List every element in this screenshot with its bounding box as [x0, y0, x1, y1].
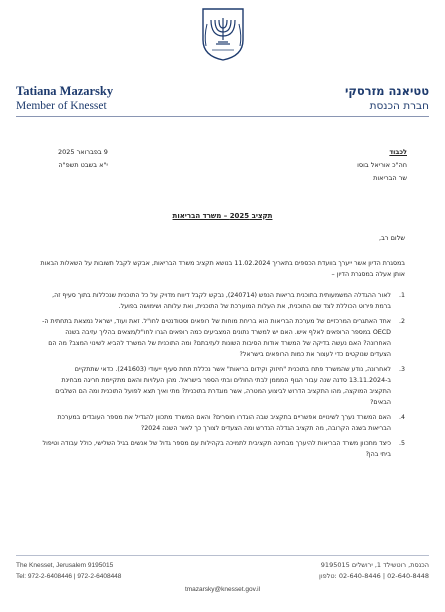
item-text: לאחרונה, נודע שהמשרד פתח בתוכנית "חיזוק וקידום בריאות" אשר נכללת תחת סעיף ייעודי (241603). כדאי שתתקיים ב-13.11.2024 סדנה שנה עבור הגוף המממן לבתי החולים ובתי הספר בישראל. מהן העלויות והאם מתקיימת חריגה מבחינת התקציב המוקצה, מהו התקציב הדרוש לביצוע המטרה, אשר מוגדרת בתוכנית? מתי ואיך תצא לפועל התוכנית ומה הם השלבים הבאים?: [55, 366, 391, 406]
item-text: האם המשרד נערך לשינויים אפשריים בתקציב שבה הוגדרו חוסרים? והאם המשרד מתכוון להגדיל את מספר העובדים במערכת הבריאות בשנה הקרובה, מה תקציב הגדלה הנדרש ומה הצעדים לצורך כך לאור השנה 2024?: [57, 414, 391, 432]
recipient-name: חה"כ אוריאל בוסו: [357, 161, 407, 169]
footer-hebrew: [319, 560, 429, 582]
item-number: 1.: [398, 292, 405, 299]
intro-paragraph: במסגרת הדיון אשר ייערך בוועדת הכספים בתאריך 11.02.2024 בנושא תקציב משרד הבריאות, אבקש לקבל תשובות על השאלות הבאות אותן אעלה במסגרת הדיון –: [40, 260, 405, 278]
sender-role-en: Member of Knesset: [16, 100, 107, 112]
sender-english-header: [16, 84, 176, 112]
footer-divider: [16, 555, 429, 556]
footer-address-he: הכנסת, רוטשילד 1, ירושלים 9195015: [320, 561, 429, 569]
recipient-block: [267, 146, 407, 185]
item-text: אחד האתגרים המרכזיים של מערכת הבריאות הוא בריחת מוחות של רופאים וסטודנטים לחו"ל. זאת ועוד, ישראל נמצאת בתחתית ה-OECD במספר הרופאים לאלף איש. האם יש למשרד נתונים המצביעים כמה רופאים הגרו לחו"ל/מצאים בהליך עזיבה בשנה האחרונה? האם נעשה בדיקה של המשרד אודות הסיבות השונות לעזיבתם? ומה התוכנית של המשרד להביא לשינוי המצב? מה הם הצעדים שנוקטים כדי לעצור את כמות הרופאים בישראל?: [42, 318, 391, 358]
letter-subject: תקציב 2025 – משרד הבריאות: [172, 212, 273, 220]
footer-english: [16, 560, 121, 582]
date-block: [58, 146, 108, 172]
item-number: 5.: [398, 440, 405, 447]
recipient-title: שר הבריאות: [373, 174, 407, 182]
date-hebrew: י"א בשבט תשפ"ה: [58, 161, 108, 169]
date-gregorian: 9 בפברואר 2025: [58, 148, 108, 156]
footer-phone-en: Tel: 972-2-6408446 | 972-2-6408448: [16, 573, 122, 580]
item-number: 3.: [398, 366, 405, 373]
list-item: [40, 438, 405, 460]
item-number: 2.: [398, 318, 405, 325]
sender-role-he: חברת הכנסת: [369, 100, 429, 112]
list-item: [40, 290, 405, 312]
list-item: [40, 412, 405, 434]
list-item: [40, 316, 405, 360]
recipient-label: לכבוד: [389, 148, 407, 156]
sender-hebrew-header: [269, 84, 429, 112]
item-text: לאור ההגדלה המשמעותית בתוכנית בריאות הנפש (240714), נבקש לקבל דיווח מדויק על כל התוכנית שנכללות בתוך סעיף זה, ברמת פירוט הכוללת לצד שם התוכנית, את העלות המוערכת של התוכנית, ואת עלותה ושימושה בפועל.: [52, 292, 391, 310]
footer-address-en: The Knesset, Jerusalem 9195015: [16, 562, 114, 569]
list-item: [40, 364, 405, 408]
footer-email[interactable]: tmazarsky@knesset.gov.il: [184, 586, 261, 593]
menorah-emblem-icon: [198, 6, 248, 62]
sender-name-he: טטיאנה מזרסקי: [344, 84, 429, 98]
greeting: שלום רב,: [379, 234, 405, 242]
sender-name-en: Tatiana Mazarsky: [16, 84, 114, 98]
item-number: 4.: [398, 414, 405, 421]
header-divider: [16, 116, 429, 117]
question-list: [40, 290, 405, 464]
item-text: כיצד מתכוון משרד הבריאות להיערך מבחינה תקציבית לתמיכה בקהילות עם מספר גדול של אנשים בגיל השלישי, כולל עבודה וטיפול ביתי בהן?: [42, 440, 391, 458]
footer-phone-he: 02-640-8448 | 02-640-8446 :טלפון: [319, 572, 429, 580]
